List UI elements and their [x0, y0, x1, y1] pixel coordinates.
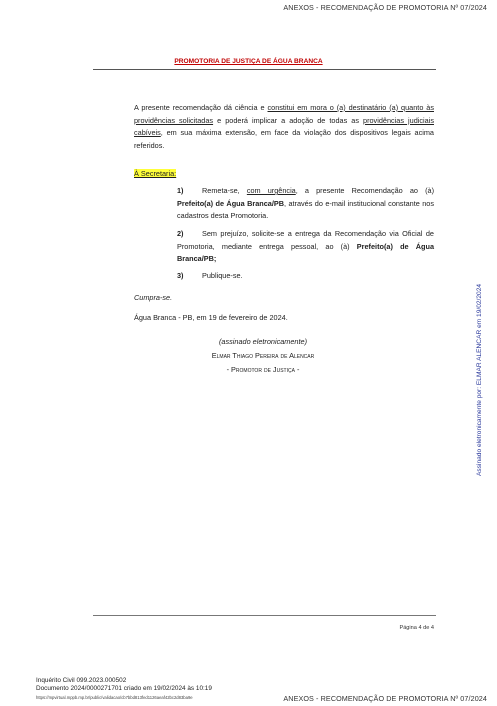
item3-text: Publique-se. — [202, 271, 243, 280]
item1-text-a: Remeta-se, — [202, 186, 247, 195]
item1-urgencia: com urgência — [246, 186, 296, 195]
signer-name: Elmar Thiago Pereira de Alencar — [211, 351, 315, 360]
item1-text-b: , a presente Recomendação ao (à) — [295, 186, 434, 195]
list-item-1 — [177, 185, 434, 223]
footer-running-title: ANEXOS - RECOMENDAÇÃO DE PROMOTORIA Nº 07/2024 — [283, 694, 487, 703]
page-number: Página 4 de 4 — [399, 625, 434, 631]
title-divider — [93, 69, 436, 70]
list-item-3 — [177, 270, 434, 283]
cumpra-se: Cumpra-se. — [134, 293, 173, 302]
item1-text-c: , através do e-mail institucional constante nos cadastros desta Promotoria. — [177, 198, 434, 221]
electronic-signature-stamp: Assinado eletronicamente por: ELMAR ALENCAR em 19/02/2024 — [476, 283, 483, 476]
place-date: Água Branca - PB, em 19 de fevereiro de 2024. — [134, 313, 288, 322]
secretaria-highlight: À Secretaria: — [134, 169, 177, 178]
footer-divider — [93, 615, 436, 616]
footer-document: Documento 2024/0000271701 criado em 19/02/2024 às 10:19 — [36, 685, 212, 692]
signed-electronically-note: (assinado eletronicamente) — [218, 337, 307, 346]
list-item-2 — [177, 228, 434, 266]
secretaria-label — [134, 168, 176, 181]
item2-text: Sem prejuízo, solicite-se a entrega da Recomendação via Oficial de Promotoria, mediante entrega pessoal, ao (à) — [177, 229, 434, 251]
para1-text-c: , em sua máxima extensão, em face da violação dos dispositivos legais acima referidos. — [134, 128, 434, 150]
promotoria-title: PROMOTORIA DE JUSTIÇA DE ÁGUA BRANCA — [174, 58, 323, 65]
para1-text-b: e poderá implicar a adoção de todas as — [213, 115, 364, 125]
para1-underline-providencias: providências judiciais cabíveis — [134, 115, 434, 138]
item2-recipient: Prefeito(a) de Água Branca/PB; — [177, 241, 435, 264]
para1-underline-mora: constitui em mora o (a) destinatário (a) quanto às providências solicitadas — [134, 103, 434, 125]
item3-number: 3) — [177, 271, 184, 280]
item1-number: 1) — [177, 186, 184, 195]
running-header: ANEXOS - RECOMENDAÇÃO DE PROMOTORIA Nº 07/2024 — [283, 3, 487, 12]
validation-link[interactable]: https://mpvirtual.mppb.mp.br/public/validacao/cb7bbd813fed1126aeaf42bc2d83ba9e — [36, 695, 193, 700]
item2-number: 2) — [177, 229, 184, 238]
item1-recipient: Prefeito(a) de Água Branca/PB — [177, 198, 285, 208]
recommendation-paragraph — [134, 102, 434, 152]
footer-inquerito: Inquérito Civil 099.2023.000502 — [36, 677, 127, 684]
para1-text-a: A presente recomendação dá ciência e — [134, 103, 268, 112]
signer-title: - Promotor de Justiça - — [226, 365, 300, 374]
